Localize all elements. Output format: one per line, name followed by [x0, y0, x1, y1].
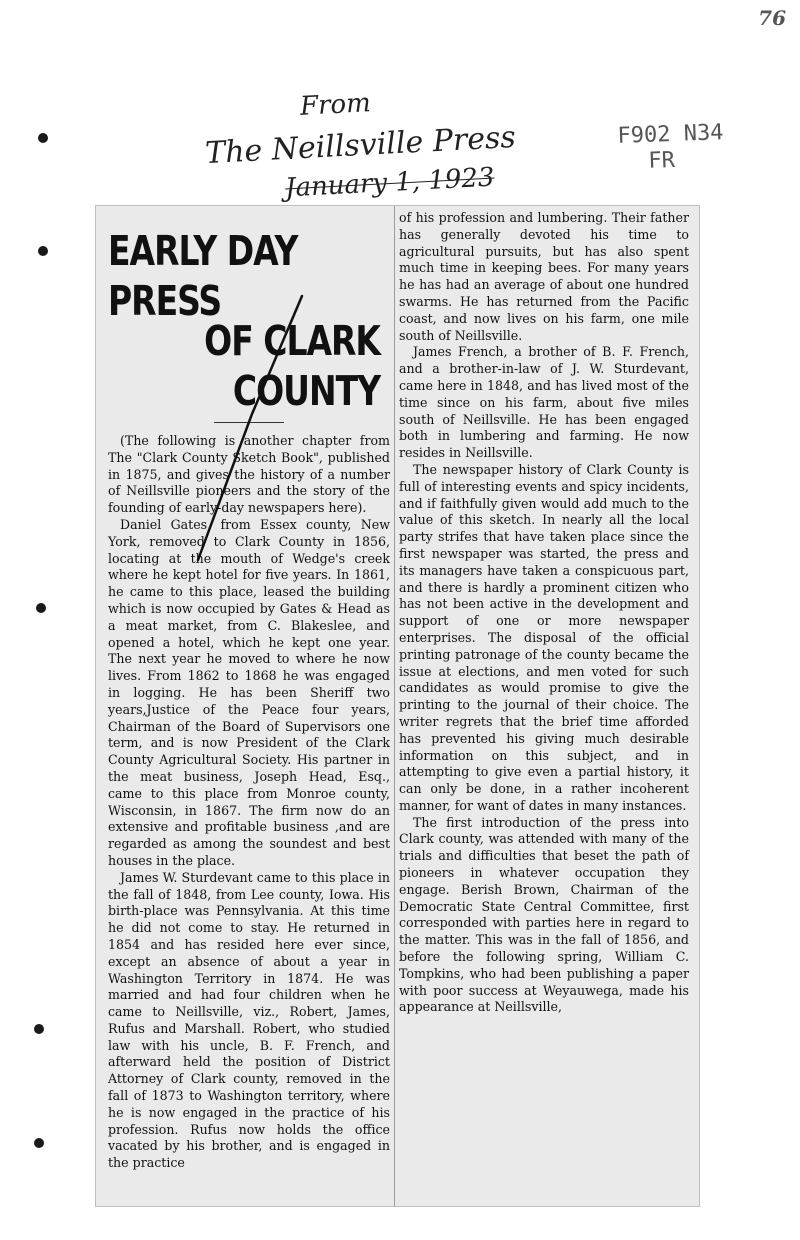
paragraph: James French, a brother of B. F. French, and a brother-in-law of J. W. Sturdevant, came here in 1848, and has lived most of the time since on his farm, about five miles south of Neillsville. He has been engaged both in lumbering and farming. He now resides in Neillsville. — [399, 344, 689, 461]
paragraph: The newspaper history of Clark County is full of interesting events and spicy incidents, and if faithfully given would add much to the value of this sketch. In nearly all the local party strifes that have taken place since the first newspaper was started, the press and its managers have taken a conspicuous part, and there is hardly a prominent citizen who has not been active in the development and support of one or more newspaper enterprises. The disposal of the official printing patronage of the county became the issue at elections, and men voted for such candidates as would promise to give the printing to the journal of their choice. The writer regrets that the brief time afforded has prevented his giving much desirable information on this subject, and in attempting to give even a partial history, it can only be done, in a rather incoherent manner, for want of dates in many instances. — [399, 461, 689, 813]
paragraph: of his profession and lumbering. Their father has generally devoted his time to agricultural pursuits, but has also spent much time in keeping bees. For many years he has had an average of about one hundred swarms. He has returned from the Pacific coast, and now lives on his farm, one mile south of Neillsville. — [399, 210, 689, 343]
article-right-column — [399, 210, 689, 1016]
handwritten-date: January 1, 1923 — [284, 162, 496, 204]
call-number — [617, 120, 725, 176]
paragraph: James W. Sturdevant came to this place in the fall of 1848, from Lee county, Iowa. His birth-place was Pennsylvania. At this time he did not come to stay. He returned in 1854 and has resided here ever since, except an absence of about a year in Washington Territory in 1874. He was married and had four children when he came to Neillsville, viz., Robert, James, Rufus and Marshall. Robert, who studied law with his uncle, B. F. French, and afterward held the position of District Attorney of Clark county, removed in the fall of 1873 to Washington territory, where he is now engaged in the practice of his profession. Rufus now holds the office vacated by his brother, and is engaged in the practice — [108, 869, 390, 1171]
headline-line-1: EARLY DAY PRESS — [108, 226, 298, 325]
call-number-line2: FR — [648, 148, 676, 175]
headline-line-2: OF CLARK COUNTY — [204, 316, 380, 415]
binder-hole-1 — [38, 133, 48, 143]
article-left-column — [108, 218, 390, 1172]
newspaper-clipping — [95, 205, 700, 1207]
paragraph: The first introduction of the press into Clark county, was attended with many of the trials and difficulties that beset the path of pioneers in whatever occupation they engage. Berish Brown, Chairman of the Democratic State Central Committee, first corresponded with parties here in regard to the matter. This was in the fall of 1856, and before the following spring, William C. Tompkins, who had been publishing a paper with poor success at Weyauwega, made his appearance at Neillsville, — [399, 814, 689, 1015]
binder-hole-2 — [38, 246, 48, 256]
call-number-line1: F902 N34 — [617, 120, 724, 149]
column-divider — [394, 206, 395, 1206]
page-number: 76 — [758, 6, 786, 30]
binder-hole-3 — [36, 603, 46, 613]
handwritten-from: From — [299, 88, 372, 122]
handwritten-source: The Neillsville Press — [204, 119, 517, 172]
headline-rule — [214, 422, 284, 423]
binder-hole-4 — [34, 1024, 44, 1034]
paragraph: (The following is another chapter from The "Clark County Sketch Book", published in 1875, and gives the history of a number of Neillsville pioneers and the story of the founding of early-day newspapers here). — [108, 433, 390, 516]
binder-hole-5 — [34, 1138, 44, 1148]
paragraph: Daniel Gates, from Essex county, New York, removed to Clark County in 1856, locating at the mouth of Wedge's creek where he kept hotel for five years. In 1861, he came to this place, leased the building which is now occupied by Gates & Head as a meat market, from C. Blakeslee, and opened a hotel, which he kept one year. The next year he moved to where he now lives. From 1862 to 1868 he was engaged in logging. He has been Sheriff two years,Justice of the Peace four years, Chairman of the Board of Supervisors one term, and is now President of the Clark County Agricultural Society. His partner in the meat business, Joseph Head, Esq., came to this place from Monroe county, Wisconsin, in 1867. The firm now do an extensive and profitable business ,and are regarded as among the soundest and best houses in the place. — [108, 516, 390, 868]
